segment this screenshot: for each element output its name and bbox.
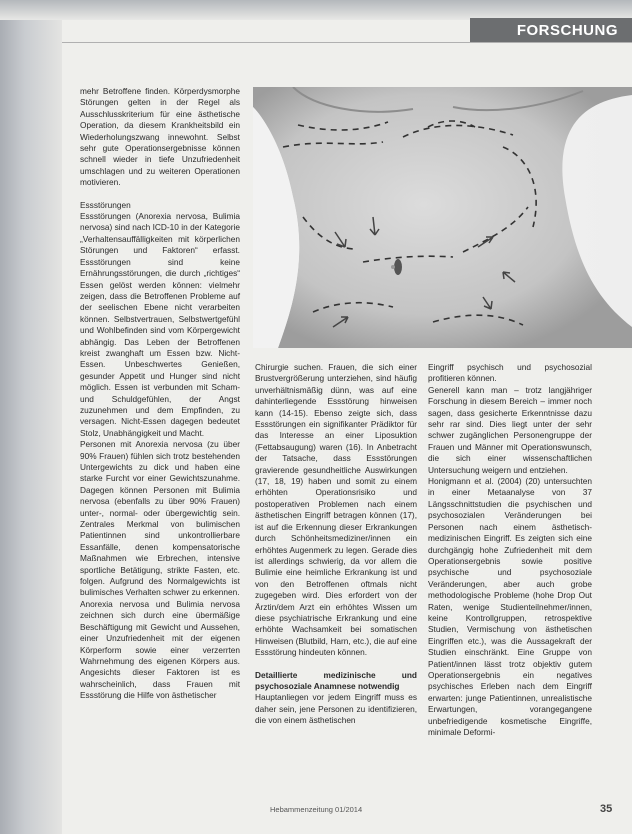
header-rule (62, 42, 632, 43)
paragraph: Personen mit Anorexia nervosa (zu über 90% Frauen) fühlen sich trotz bestehenden Untergewichts zu dick und haben eine starke Furcht vor einer Gewichtszunahme. Dagegen können Personen mit Bulimia nervosa (ebenfalls zu über 90% Frauen) unter-, normal- oder übergewichtig sein. Zentrales Merkmal von bulimischen Patientinnen sind unkontrollierbare Essanfälle, denen kompensatorische Maßnahmen wie Erbrechen, intensive sportliche Betätigung, strikte Fasten, etc. folgen. Aufgrund des Normalgewichts ist bulimisches Verhalten schwer zu erkennen. (80, 439, 240, 598)
subheading-anamnese: Detaillierte medizinische und psychosoziale Anamnese notwendig (255, 669, 417, 691)
page-number: 35 (600, 803, 613, 815)
paragraph: Anorexia nervosa und Bulimia nervosa zeichnen sich durch eine übermäßige Beschäftigung mit Gewicht und Aussehen, einer Unzufriedenheit mit der eigenen Körperform sowie einer verzerrten Wahrnehmung des eigenen Körpers aus. Angesichts dieser Faktoren ist es wahrscheinlich, dass Frauen mit Essstörung die Hilfe von ästhetischer (80, 598, 240, 701)
paragraph: Generell kann man – trotz langjähriger Forschung in diesem Bereich – immer noch sagen, dass gesicherte Erkenntnisse dazu sehr rar sind. Dies liegt unter der sehr schwer zugänglichen Personengruppe der Frauen und Männer mit Operationswunsch, die sich einer wissenschaftlichen Untersuchung weigern und entziehen. (428, 384, 592, 475)
paragraph: Essstörungen (Anorexia nervosa, Bulimia nervosa) sind nach ICD-10 in der Kategorie „Verhaltensauffälligkeiten mit körperlichen Störungen und Faktoren“ erfasst. Essstörungen sind keine Ernährungsstörungen, die durch „richtiges“ Essen gelöst werden können: vielmehr zeigen, dass die Betroffenen Probleme auf der seelischen Ebene nicht verarbeiten können. Selbstvertrauen, Selbstwertgefühl und Wohlbefinden sind vom Körpergewicht abhängig. Das Leben der Betroffenen kreist zwanghaft um Essen bzw. Nicht-Essen. Unbeschwertes Genießen, gesunder Appetit und Hunger sind nicht möglich. Essen ist verbunden mit Scham- und Schuldgefühlen, der Angst zuzunehmen und dem Empfinden, zu versagen. Nicht-Essen dagegen bedeutet Stolz, Unabhängigkeit und Macht. (80, 211, 240, 438)
paragraph: mehr Betroffene finden. Körperdysmorphe Störungen gelten in der Regel als Ausschlusskriterium für eine ästhetische Operation, da diesem Krankheitsbild ein Wiederholungszwang innewohnt. Selbst sehr gute Operationsergebnisse können schnell wieder in tiefe Unzufriedenheit umschlagen und zu weiteren Operationen motivieren. (80, 86, 240, 188)
paragraph: Hauptanliegen vor jedem Eingriff muss es daher sein, jene Personen zu identifizieren, die von einem ästhetischen (255, 692, 417, 726)
text-column-2 (255, 362, 417, 727)
abdomen-surgical-markings-image (253, 87, 632, 348)
paragraph: Honigmann et al. (2004) (20) untersuchten in einer Metaanalyse von 37 Längsschnittstudien die psychischen und psychosozialen Veränderungen bei Personen nach einem ästhetisch-medizinischen Eingriff. Es zeigten sich eine durchgängig hohe Zufriedenheit mit dem Operationsergebnis sowie positive psychische und psychosoziale Veränderungen, aber auch grobe methodologische Probleme (hohe Drop Out Raten, wenige Studienteilnehmer/innen, keine Kontrollgruppen, retrospektive Studien, Vermischung von ästhetischen Eingriffen etc.), was die Aussagekraft der Studien einschränkt. Eine Gruppe von Patient/innen lässt trotz objektiv gutem Operationsergebnis ein negatives psychisches Erleben nach dem Eingriff erwarten: junge Patientinnen, unrealistische Erwartungen, vorangegangene unbefriedigende kosmetische Eingriffe, minimale Deformi- (428, 476, 592, 737)
abdomen-photo (253, 87, 632, 348)
subheading-essstoerungen: Essstörungen (80, 199, 131, 210)
text-column-3 (428, 362, 592, 738)
page-binding-edge (0, 0, 62, 834)
page-top-edge (0, 0, 632, 20)
section-header (470, 18, 632, 42)
section-label: FORSCHUNG (516, 21, 618, 39)
paragraph: Chirurgie suchen. Frauen, die sich einer Brustvergrößerung unterziehen, sind häufig unverhältnismäßig dünn, was auf eine dahinterliegende Essstörung hinweisen kann (14-15). Ebenso zeigte sich, dass Essstörungen ein signifikanter Prädiktor für das Interesse an einer Liposuktion (Fettabsaugung) waren (16). In Anbetracht der Tatsache, dass Essstörungen gravierende gesundheitliche Auswirkungen (17, 18, 19) haben und somit zu einem erhöhten Operationsrisiko und postoperativen Problemen nach einem ästhetischen Eingriff betragen können (17), ist auf die Erkennung dieser Erkrankungen durch Schönheitsmediziner/innen ein erhöhtes Augenmerk zu legen. Gerade dies ist allerdings schwierig, da vor allem die Bulimie eine heimliche Erkrankung ist und von den Betroffenen oftmals nicht zugegeben wird. Dies erfordert von der Ärztin/dem Arzt ein erhöhtes Wissen um diese psychiatrische Erkrankung und eine erhöhte Wachsamkeit bei somatischen Hinweisen (Blutbild, Harn, etc.), die auf eine Essstörung hindeuten können. (255, 362, 417, 658)
text-column-1 (80, 86, 240, 702)
paragraph: Eingriff psychisch und psychosozial profitieren können. (428, 362, 592, 384)
magazine-footer: Hebammenzeitung 01/2014 (270, 805, 363, 814)
